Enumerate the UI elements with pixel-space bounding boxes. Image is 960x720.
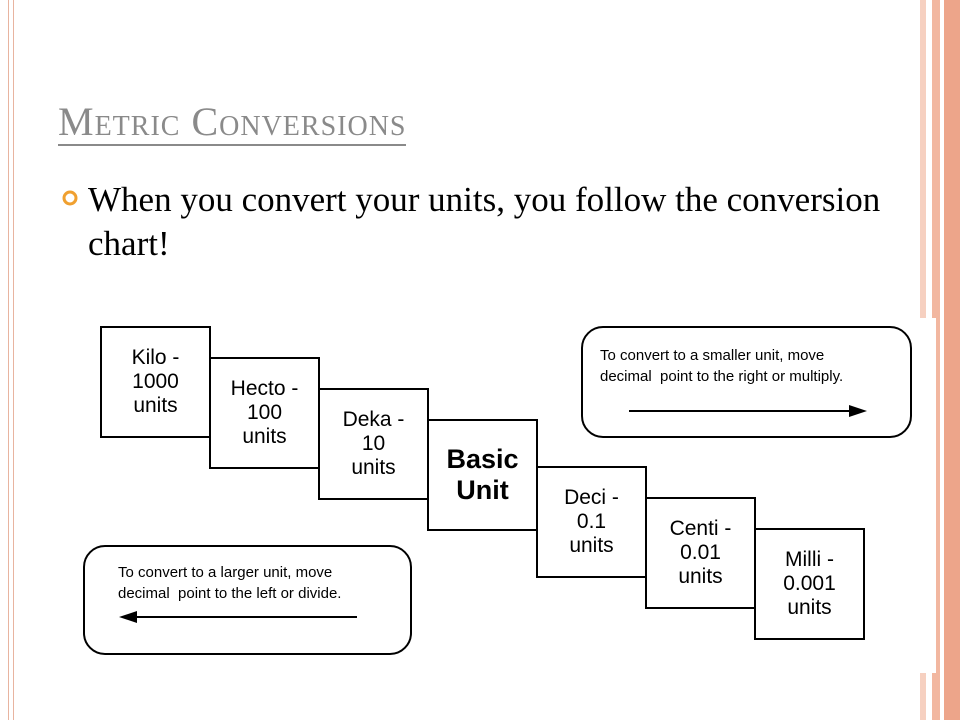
unit-box-hecto (209, 357, 320, 469)
unit-box-deci (536, 466, 647, 578)
unit-name: Kilo - (131, 346, 180, 369)
unit-suffix: units (787, 596, 832, 619)
unit-value: 0.001 (783, 572, 836, 595)
unit-value: 1000 (132, 370, 179, 393)
unit-suffix: units (242, 425, 287, 448)
bullet-text: When you convert your units, you follow the conversion chart! (88, 180, 881, 263)
unit-name: Deka - (342, 408, 405, 431)
unit-suffix: units (351, 456, 396, 479)
unit-suffix: units (133, 394, 178, 417)
bullet-icon (62, 190, 78, 206)
unit-value: 100 (246, 401, 283, 424)
unit-box-basic (427, 419, 538, 531)
note-smaller-unit (581, 326, 912, 438)
unit-suffix: units (678, 565, 723, 588)
unit-name: Hecto - (230, 377, 299, 400)
conversion-diagram (60, 318, 936, 673)
unit-box-centi (645, 497, 756, 609)
unit-box-deka (318, 388, 429, 500)
slide-title (58, 100, 406, 144)
unit-value: 0.1 (576, 510, 607, 533)
note-smaller-line1: To convert to a smaller unit, move (600, 347, 825, 364)
slide-left-border (8, 0, 14, 720)
arrow-right-icon (629, 404, 869, 418)
note-larger-line2: decimal point to the left or divide. (118, 585, 342, 602)
unit-value: 0.01 (680, 541, 721, 564)
note-smaller-line2: decimal point to the right or multiply. (600, 368, 844, 385)
unit-name: Basic (446, 444, 519, 474)
unit-name: Deci - (564, 486, 619, 509)
unit-name: Centi - (669, 517, 732, 540)
title-underline (58, 144, 406, 146)
unit-box-kilo (100, 326, 211, 438)
unit-box-milli (754, 528, 865, 640)
note-larger-line1: To convert to a larger unit, move (118, 564, 333, 581)
arrow-left-icon (119, 610, 359, 624)
note-larger-unit (83, 545, 412, 655)
unit-value: Unit (456, 475, 509, 505)
slide-title-text: Metric Conversions (58, 99, 407, 144)
unit-value: 10 (361, 432, 386, 455)
unit-name: Milli - (785, 548, 834, 571)
unit-suffix: units (569, 534, 614, 557)
